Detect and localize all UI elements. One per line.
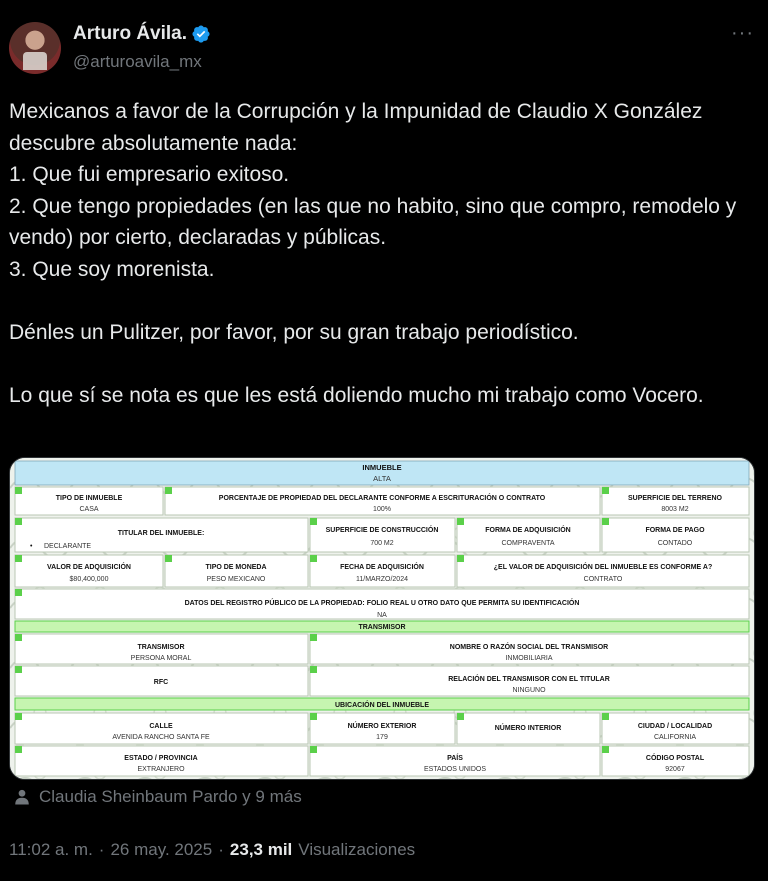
tweet-line: 1. Que fui empresario exitoso. xyxy=(9,163,290,186)
liked-by-row[interactable] xyxy=(13,787,302,807)
field-label: PAÍS xyxy=(447,755,463,762)
handle[interactable]: @arturoavila_mx xyxy=(73,52,202,71)
tweet-line: Lo que sí se nota es que les está doliendo mucho mi trabajo como Vocero. xyxy=(9,383,704,407)
field-label: SUPERFICIE DEL TERRENO xyxy=(628,495,722,502)
display-name[interactable]: Arturo Ávila. xyxy=(73,23,188,44)
tweet-text xyxy=(9,96,754,411)
field-label: FECHA DE ADQUISICIÓN xyxy=(340,564,424,571)
field-value: NINGUNO xyxy=(512,687,546,694)
views-count[interactable]: 23,3 mil xyxy=(229,840,293,859)
meta-separator: · xyxy=(98,840,105,859)
field-value: CONTADO xyxy=(657,540,693,547)
liked-by-text[interactable]: Claudia Sheinbaum Pardo y 9 más xyxy=(39,787,302,806)
field-label: TIPO DE MONEDA xyxy=(205,564,267,571)
tweet-header xyxy=(9,22,758,78)
field-label: RFC xyxy=(153,679,169,686)
attached-image[interactable] xyxy=(9,457,755,780)
field-label: TITULAR DEL INMUEBLE: xyxy=(117,530,205,537)
section-title: TRANSMISOR xyxy=(358,624,406,631)
field-label: CIUDAD / LOCALIDAD xyxy=(637,723,713,730)
field-value: CALIFORNIA xyxy=(653,734,697,741)
tweet-gap xyxy=(9,285,754,317)
tweet-line: Mexicanos a favor de la Corrupción y la Impunidad de Claudio X González descubre absolutamente nada: xyxy=(9,100,703,155)
field-label: ¿EL VALOR DE ADQUISICIÓN DEL INMUEBLE ES CONFORME A? xyxy=(493,564,713,571)
tweet-line: 3. Que soy morenista. xyxy=(9,257,215,281)
field-label: FORMA DE PAGO xyxy=(645,527,705,534)
field-label: ESTADO / PROVINCIA xyxy=(124,755,198,762)
field-label: CÓDIGO POSTAL xyxy=(645,755,705,762)
field-value: INMOBILIARIA xyxy=(505,655,553,662)
person-icon xyxy=(13,788,31,806)
field-label: TIPO DE INMUEBLE xyxy=(55,495,123,502)
field-label: CALLE xyxy=(149,723,173,730)
field-value: $80,400,000 xyxy=(69,576,109,583)
tweet-gap xyxy=(9,348,754,380)
field-value: 92067 xyxy=(665,766,685,773)
section-title: UBICACIÓN DEL INMUEBLE xyxy=(335,702,429,709)
field-label: PORCENTAJE DE PROPIEDAD DEL DECLARANTE CONFORME A ESCRITURACIÓN O CONTRATO xyxy=(218,495,546,502)
tweet-date[interactable]: 26 may. 2025 xyxy=(110,840,213,859)
name-row xyxy=(73,23,211,45)
declaration-form xyxy=(10,458,754,779)
field-value: ESTADOS UNIDOS xyxy=(423,766,487,773)
field-value: COMPRAVENTA xyxy=(501,540,555,547)
tweet-time[interactable]: 11:02 a. m. xyxy=(9,840,93,859)
field-value: 179 xyxy=(376,734,388,741)
field-value: DECLARANTE xyxy=(44,543,92,550)
avatar[interactable] xyxy=(9,22,61,74)
field-label: NOMBRE O RAZÓN SOCIAL DEL TRANSMISOR xyxy=(449,644,609,651)
more-icon[interactable]: ··· xyxy=(731,22,754,44)
field-value: 100% xyxy=(373,506,391,513)
form-section-status: ALTA xyxy=(373,474,391,483)
meta-separator: · xyxy=(218,840,224,859)
field-value: NA xyxy=(377,612,387,619)
field-label: TRANSMISOR xyxy=(137,644,185,651)
field-label: NÚMERO EXTERIOR xyxy=(347,723,417,730)
field-value: EXTRANJERO xyxy=(137,766,185,773)
views-label: Visualizaciones xyxy=(298,840,416,859)
field-label: RELACIÓN DEL TRANSMISOR CON EL TITULAR xyxy=(448,676,610,683)
field-value: PESO MEXICANO xyxy=(206,576,266,583)
verified-badge-icon xyxy=(191,24,211,44)
form-section-title: INMUEBLE xyxy=(362,463,402,472)
field-label: SUPERFICIE DE CONSTRUCCIÓN xyxy=(325,527,439,534)
field-value: AVENIDA RANCHO SANTA FE xyxy=(112,734,210,741)
field-label: DATOS DEL REGISTRO PÚBLICO DE LA PROPIEDAD: FOLIO REAL U OTRO DATO QUE PERMITA SU IDENTIFICACIÓN xyxy=(184,600,580,607)
tweet-line: Dénles un Pulitzer, por favor, por su gran trabajo periodístico. xyxy=(9,320,579,344)
field-value: CASA xyxy=(79,506,99,513)
field-label: FORMA DE ADQUISICIÓN xyxy=(485,527,571,534)
bullet-icon: • xyxy=(30,543,33,550)
field-value: 700 M2 xyxy=(370,540,394,547)
field-label: VALOR DE ADQUISICIÓN xyxy=(46,564,132,571)
field-value: CONTRATO xyxy=(583,576,623,583)
field-value: 11/MARZO/2024 xyxy=(355,576,409,583)
tweet-meta xyxy=(9,840,415,860)
tweet-line: 2. Que tengo propiedades (en las que no habito, sino que compro, remodelo y vendo) por cierto, declaradas y públicas. xyxy=(9,194,737,249)
field-value: 8003 M2 xyxy=(661,506,689,513)
field-label: NÚMERO INTERIOR xyxy=(494,725,562,732)
field-value: PERSONA MORAL xyxy=(130,655,192,662)
